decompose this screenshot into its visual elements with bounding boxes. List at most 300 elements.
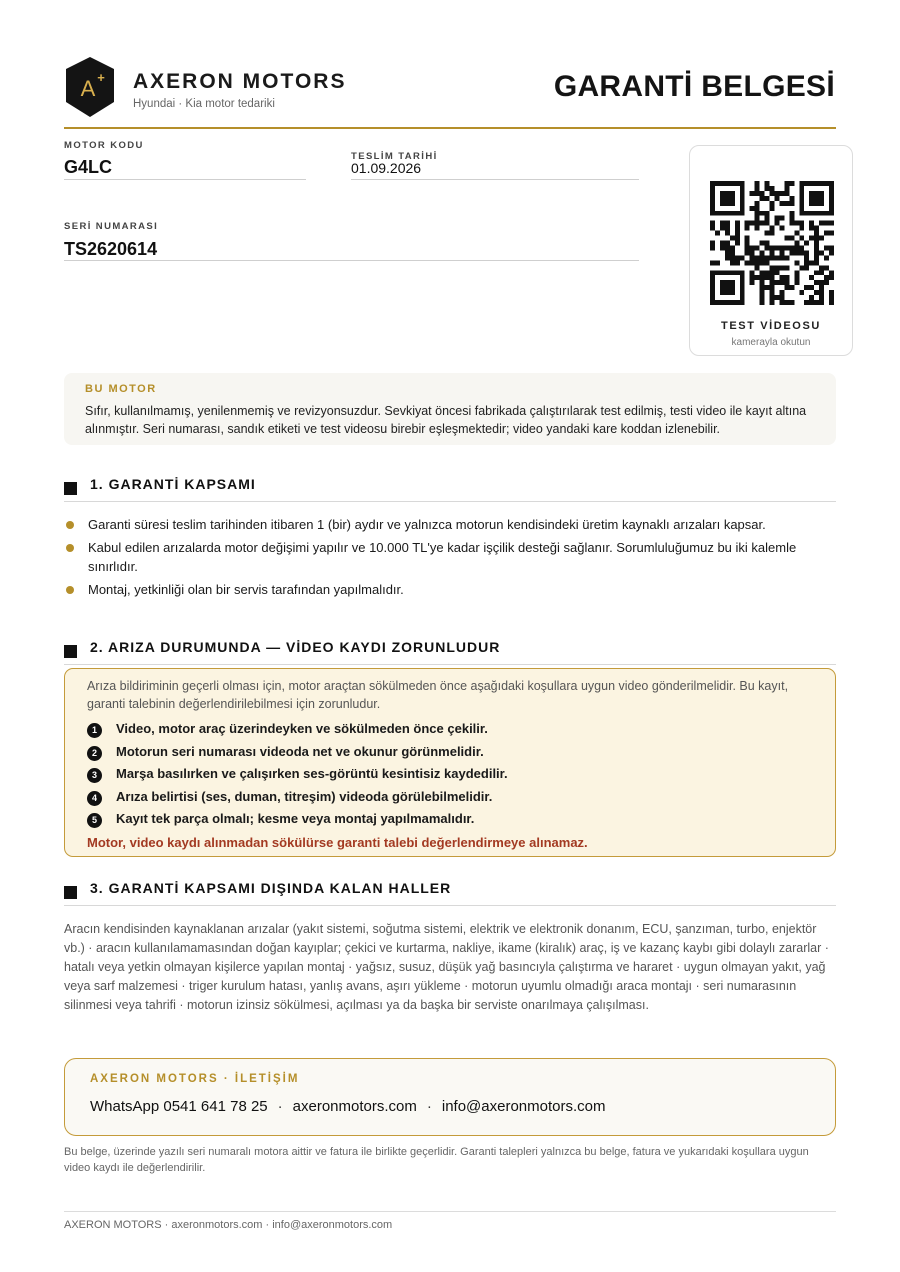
step-text: Video, motor araç üzerindeyken ve sökülmeden önce çekilir. xyxy=(116,721,488,736)
contact-line xyxy=(90,1098,605,1115)
qr-module xyxy=(760,300,765,305)
step-number: 1 xyxy=(87,723,102,738)
qr-module xyxy=(715,260,720,265)
qr-module xyxy=(765,275,770,280)
qr-module xyxy=(814,241,819,246)
video-warning: Motor, video kaydı alınmadan sökülürse garanti talebi değerlendirmeye alınamaz. xyxy=(87,835,588,850)
video-requirements-box xyxy=(64,668,836,857)
qr-module xyxy=(789,196,794,201)
qr-module xyxy=(730,260,735,265)
footer-divider xyxy=(64,1211,836,1212)
qr-module xyxy=(824,181,829,186)
qr-code-icon[interactable] xyxy=(710,181,834,305)
qr-module xyxy=(779,250,784,255)
qr-module xyxy=(779,201,784,206)
qr-module xyxy=(794,241,799,246)
qr-module xyxy=(829,221,834,226)
qr-module xyxy=(755,265,760,270)
qr-module xyxy=(799,186,804,191)
qr-module xyxy=(799,221,804,226)
qr-module xyxy=(710,295,715,300)
qr-module xyxy=(819,181,824,186)
qr-module xyxy=(760,270,765,275)
qr-module xyxy=(794,280,799,285)
qr-module xyxy=(804,255,809,260)
qr-module xyxy=(740,211,745,216)
qr-module xyxy=(784,236,789,241)
qr-module xyxy=(765,186,770,191)
motor-code-underline xyxy=(64,179,306,180)
qr-module xyxy=(725,241,730,246)
qr-module xyxy=(789,245,794,250)
qr-module xyxy=(745,241,750,246)
qr-module xyxy=(740,300,745,305)
qr-module xyxy=(779,245,784,250)
qr-module xyxy=(829,206,834,211)
qr-module xyxy=(750,275,755,280)
qr-module xyxy=(710,181,715,186)
qr-module xyxy=(710,196,715,201)
qr-module xyxy=(824,221,829,226)
qr-module xyxy=(829,201,834,206)
section-1-title: 1. GARANTİ KAPSAMI xyxy=(90,476,256,492)
intro-title: BU MOTOR xyxy=(85,383,157,395)
list-item-text: Garanti süresi teslim tarihinden itibaren 1 (bir) aydır ve yalnızca motorun kendisindeki üretim kaynaklı arızaları kapsar. xyxy=(88,517,766,532)
qr-module xyxy=(710,201,715,206)
qr-module xyxy=(804,211,809,216)
qr-module xyxy=(829,300,834,305)
qr-module xyxy=(710,211,715,216)
qr-module xyxy=(799,201,804,206)
qr-module xyxy=(760,285,765,290)
qr-module xyxy=(824,265,829,270)
qr-module xyxy=(784,280,789,285)
qr-module xyxy=(829,290,834,295)
section-3-title: 3. GARANTİ KAPSAMI DIŞINDA KALAN HALLER xyxy=(90,880,452,896)
qr-module xyxy=(735,300,740,305)
qr-module xyxy=(809,295,814,300)
qr-module xyxy=(740,196,745,201)
qr-module xyxy=(809,236,814,241)
qr-module xyxy=(740,275,745,280)
qr-module xyxy=(770,295,775,300)
step-text: Motorun seri numarası videoda net ve okunur görünmelidir. xyxy=(116,743,484,759)
qr-module xyxy=(735,236,740,241)
qr-module xyxy=(770,231,775,236)
qr-module xyxy=(829,245,834,250)
qr-module xyxy=(809,285,814,290)
qr-module xyxy=(779,265,784,270)
qr-module xyxy=(770,280,775,285)
qr-module xyxy=(784,245,789,250)
qr-module xyxy=(829,231,834,236)
qr-module xyxy=(799,265,804,270)
qr-module xyxy=(720,221,725,226)
qr-module xyxy=(750,280,755,285)
qr-module xyxy=(765,181,770,186)
qr-module xyxy=(715,211,720,216)
qr-module xyxy=(765,255,770,260)
qr-module xyxy=(760,255,765,260)
qr-card xyxy=(689,145,853,356)
qr-module xyxy=(774,196,779,201)
validity-note: Bu belge, üzerinde yazılı seri numaralı motora aittir ve fatura ile birlikte geçerlidir. Garanti talepleri yalnızca bu belge, fatura ve yukarıdaki koşullara uygun video kaydı ile değerlendirilir. xyxy=(64,1146,809,1174)
qr-title: TEST VİDEOSU xyxy=(721,320,821,332)
qr-module xyxy=(799,196,804,201)
qr-module xyxy=(799,191,804,196)
qr-module xyxy=(720,285,725,290)
qr-module xyxy=(755,245,760,250)
qr-module xyxy=(765,216,770,221)
qr-module xyxy=(809,196,814,201)
qr-module xyxy=(740,295,745,300)
section-marker-icon xyxy=(64,886,77,899)
qr-module xyxy=(760,196,765,201)
qr-module xyxy=(765,245,770,250)
qr-module xyxy=(765,221,770,226)
qr-module xyxy=(710,245,715,250)
qr-module xyxy=(745,236,750,241)
list-item xyxy=(87,764,508,787)
step-text: Marşa basılırken ve çalışırken ses-görüntü kesintisiz kaydedilir. xyxy=(116,766,508,781)
qr-module xyxy=(765,241,770,246)
qr-module xyxy=(720,241,725,246)
qr-module xyxy=(765,270,770,275)
qr-module xyxy=(814,270,819,275)
qr-module xyxy=(819,300,824,305)
qr-module xyxy=(824,211,829,216)
list-item xyxy=(87,809,508,832)
bullet-icon xyxy=(66,521,74,529)
qr-module xyxy=(814,196,819,201)
qr-module xyxy=(765,260,770,265)
logo-letter: A xyxy=(80,76,96,101)
qr-module xyxy=(750,206,755,211)
delivery-date-label: TESLİM TARİHİ xyxy=(351,151,438,162)
qr-module xyxy=(715,231,720,236)
intro-box xyxy=(64,373,836,445)
qr-module xyxy=(750,255,755,260)
qr-module xyxy=(784,285,789,290)
qr-module xyxy=(740,191,745,196)
qr-module xyxy=(770,265,775,270)
qr-module xyxy=(735,260,740,265)
qr-module xyxy=(784,186,789,191)
qr-module xyxy=(829,295,834,300)
qr-module xyxy=(789,221,794,226)
step-number: 2 xyxy=(87,746,102,761)
qr-module xyxy=(760,260,765,265)
serial-number-value: TS2620614 xyxy=(64,239,158,259)
qr-module xyxy=(760,221,765,226)
qr-module xyxy=(809,226,814,231)
qr-module xyxy=(755,211,760,216)
list-item xyxy=(64,538,836,576)
whatsapp-link[interactable]: WhatsApp 0541 641 78 25 xyxy=(90,1098,268,1115)
qr-module xyxy=(755,255,760,260)
qr-module xyxy=(735,241,740,246)
qr-module xyxy=(740,280,745,285)
qr-module xyxy=(710,300,715,305)
qr-module xyxy=(740,186,745,191)
qr-module xyxy=(789,236,794,241)
qr-module xyxy=(720,270,725,275)
list-item xyxy=(87,787,508,810)
qr-module xyxy=(784,201,789,206)
qr-module xyxy=(745,260,750,265)
qr-module xyxy=(824,231,829,236)
qr-module xyxy=(814,250,819,255)
qr-module xyxy=(779,295,784,300)
qr-module xyxy=(720,245,725,250)
qr-module xyxy=(750,245,755,250)
bullet-icon xyxy=(66,586,74,594)
qr-module xyxy=(814,255,819,260)
qr-module xyxy=(725,300,730,305)
qr-module xyxy=(809,211,814,216)
qr-module xyxy=(779,300,784,305)
qr-module xyxy=(814,181,819,186)
qr-module xyxy=(730,250,735,255)
website-link[interactable]: axeronmotors.com xyxy=(292,1098,417,1115)
section-marker-icon xyxy=(64,482,77,495)
qr-module xyxy=(710,186,715,191)
qr-module xyxy=(794,270,799,275)
section-3-header xyxy=(64,876,836,906)
qr-module xyxy=(730,285,735,290)
header-divider xyxy=(64,127,836,129)
qr-module xyxy=(720,280,725,285)
qr-module xyxy=(720,290,725,295)
qr-module xyxy=(760,295,765,300)
qr-module xyxy=(740,201,745,206)
qr-module xyxy=(779,280,784,285)
intro-text: Sıfır, kullanılmamış, yenilenmemiş ve revizyonsuzdur. Sevkiyat öncesi fabrikada çalıştırılarak test edilmiş, testi video ile kayıt altına alınmıştır. Seri numarası, sandık etiketi ve test videosu birebir eşleşmektedir; video yandaki kare koddan izlenebilir. xyxy=(85,404,807,436)
qr-module xyxy=(710,241,715,246)
bullet-icon xyxy=(66,544,74,552)
qr-module xyxy=(730,300,735,305)
qr-module xyxy=(819,196,824,201)
qr-module xyxy=(774,270,779,275)
qr-module xyxy=(770,255,775,260)
qr-module xyxy=(770,275,775,280)
qr-module xyxy=(765,231,770,236)
qr-module xyxy=(799,211,804,216)
qr-module xyxy=(799,290,804,295)
qr-module xyxy=(799,226,804,231)
qr-module xyxy=(804,250,809,255)
qr-module xyxy=(755,186,760,191)
section-1-header xyxy=(64,472,836,502)
qr-module xyxy=(794,250,799,255)
qr-module xyxy=(745,226,750,231)
qr-module xyxy=(740,290,745,295)
motor-code-label: MOTOR KODU xyxy=(64,140,144,151)
qr-module xyxy=(819,236,824,241)
qr-module xyxy=(829,186,834,191)
qr-module xyxy=(720,181,725,186)
qr-module xyxy=(770,300,775,305)
qr-module xyxy=(745,221,750,226)
qr-module xyxy=(824,255,829,260)
qr-module xyxy=(819,280,824,285)
qr-module xyxy=(710,280,715,285)
qr-module xyxy=(819,285,824,290)
qr-module xyxy=(824,245,829,250)
exclusions-text: Aracın kendisinden kaynaklanan arızalar (yakıt sistemi, soğutma sistemi, elektrik ve elektronik donanım, ECU, şanzıman, turbo, enjektör vb.) · aracın kullanılamamasından doğan kayıplar; çekici ve kurtarma, nakliye, ikame (kiralık) araç, iş ve kazanç kaybı gibi dolaylı zararlar · hatalı veya yetkin olmayan kişilerce yapılan montaj · yağsız, susuz, düşük yağ basıncıyla çalıştırma ve hararet · uygun olmayan yakıt, yağ veya sarf malzemesi · triger kurulum hatası, yanlış avans, aşırı yükleme · motorun uyumlu olmadığı araca montajı · seri numarasının silinmesi veya tahrifi · motorun izinsiz sökülmesi, açılması ya da başka bir serviste onarılmaya çalışılması. xyxy=(64,922,829,1012)
qr-module xyxy=(730,245,735,250)
qr-module xyxy=(784,265,789,270)
qr-module xyxy=(774,280,779,285)
qr-module xyxy=(779,216,784,221)
logo-plus: + xyxy=(97,70,105,85)
qr-module xyxy=(814,260,819,265)
email-link[interactable]: info@axeronmotors.com xyxy=(441,1098,606,1115)
qr-module xyxy=(710,221,715,226)
qr-module xyxy=(750,221,755,226)
qr-module xyxy=(760,290,765,295)
qr-module xyxy=(789,250,794,255)
serial-number-label: SERİ NUMARASI xyxy=(64,221,159,232)
qr-module xyxy=(770,191,775,196)
qr-module xyxy=(819,270,824,275)
qr-module xyxy=(814,280,819,285)
qr-module xyxy=(789,181,794,186)
qr-module xyxy=(735,211,740,216)
qr-module xyxy=(814,191,819,196)
qr-module xyxy=(774,265,779,270)
qr-module xyxy=(784,191,789,196)
qr-module xyxy=(804,300,809,305)
qr-module xyxy=(794,231,799,236)
qr-module xyxy=(819,221,824,226)
qr-module xyxy=(750,260,755,265)
list-item xyxy=(87,742,508,765)
qr-module xyxy=(774,245,779,250)
qr-module xyxy=(819,290,824,295)
brand-name: AXERON MOTORS xyxy=(133,70,347,93)
brand-subtitle: Hyundai · Kia motor tedariki xyxy=(133,98,275,110)
qr-module xyxy=(760,280,765,285)
qr-module xyxy=(789,201,794,206)
contact-title: AXERON MOTORS · İLETİŞİM xyxy=(90,1073,300,1085)
qr-module xyxy=(720,300,725,305)
qr-module xyxy=(725,211,730,216)
qr-module xyxy=(784,300,789,305)
qr-module xyxy=(710,290,715,295)
qr-module xyxy=(794,275,799,280)
qr-module xyxy=(814,236,819,241)
qr-module xyxy=(745,250,750,255)
qr-module xyxy=(730,191,735,196)
qr-module xyxy=(774,221,779,226)
qr-module xyxy=(710,191,715,196)
step-number: 5 xyxy=(87,813,102,828)
qr-module xyxy=(799,181,804,186)
qr-module xyxy=(750,250,755,255)
qr-module xyxy=(715,270,720,275)
qr-module xyxy=(779,255,784,260)
qr-module xyxy=(710,275,715,280)
qr-module xyxy=(750,191,755,196)
qr-module xyxy=(765,211,770,216)
qr-module xyxy=(755,191,760,196)
qr-module xyxy=(725,181,730,186)
qr-module xyxy=(789,300,794,305)
qr-module xyxy=(824,280,829,285)
qr-module xyxy=(779,290,784,295)
qr-module xyxy=(770,206,775,211)
qr-module xyxy=(784,255,789,260)
qr-module xyxy=(809,201,814,206)
video-intro: Arıza bildiriminin geçerli olması için, motor araçtan sökülmeden önce aşağıdaki koşullara uygun video gönderilmelidir. Bu kayıt, garanti talebinin değerlendirilebilmesi için zorunludur. xyxy=(87,679,789,711)
qr-module xyxy=(755,181,760,186)
qr-module xyxy=(770,245,775,250)
qr-module xyxy=(804,285,809,290)
qr-module xyxy=(770,226,775,231)
qr-module xyxy=(814,231,819,236)
section-2-title: 2. ARIZA DURUMUNDA — VİDEO KAYDI ZORUNLUDUR xyxy=(90,639,501,655)
qr-module xyxy=(829,181,834,186)
footer-text: AXERON MOTORS · axeronmotors.com · info@axeronmotors.com xyxy=(64,1219,393,1231)
qr-module xyxy=(829,191,834,196)
qr-module xyxy=(725,250,730,255)
qr-module xyxy=(735,181,740,186)
qr-module xyxy=(740,285,745,290)
qr-module xyxy=(770,186,775,191)
qr-module xyxy=(765,285,770,290)
qr-module xyxy=(829,275,834,280)
qr-module xyxy=(730,255,735,260)
qr-module xyxy=(740,181,745,186)
qr-module xyxy=(720,201,725,206)
qr-module xyxy=(725,221,730,226)
qr-module xyxy=(760,241,765,246)
qr-module xyxy=(779,191,784,196)
qr-module xyxy=(725,245,730,250)
qr-module xyxy=(799,250,804,255)
qr-module xyxy=(725,226,730,231)
qr-module xyxy=(804,260,809,265)
qr-module xyxy=(799,206,804,211)
qr-module xyxy=(720,191,725,196)
qr-module xyxy=(730,290,735,295)
qr-module xyxy=(829,196,834,201)
qr-module xyxy=(755,206,760,211)
qr-module xyxy=(725,201,730,206)
motor-code-value: G4LC xyxy=(64,157,113,177)
qr-module xyxy=(809,191,814,196)
qr-module xyxy=(804,265,809,270)
qr-module xyxy=(730,236,735,241)
qr-module xyxy=(814,300,819,305)
qr-module xyxy=(829,211,834,216)
qr-module xyxy=(710,260,715,265)
qr-module xyxy=(755,201,760,206)
qr-module xyxy=(774,255,779,260)
qr-module xyxy=(720,226,725,231)
qr-module xyxy=(829,270,834,275)
qr-module xyxy=(720,196,725,201)
delivery-date-value: 01.09.2026 xyxy=(351,160,422,176)
qr-module xyxy=(789,216,794,221)
contact-separator: · xyxy=(426,1098,432,1115)
qr-module xyxy=(765,196,770,201)
qr-module xyxy=(755,221,760,226)
qr-module xyxy=(760,275,765,280)
qr-module xyxy=(750,270,755,275)
qr-module xyxy=(730,201,735,206)
